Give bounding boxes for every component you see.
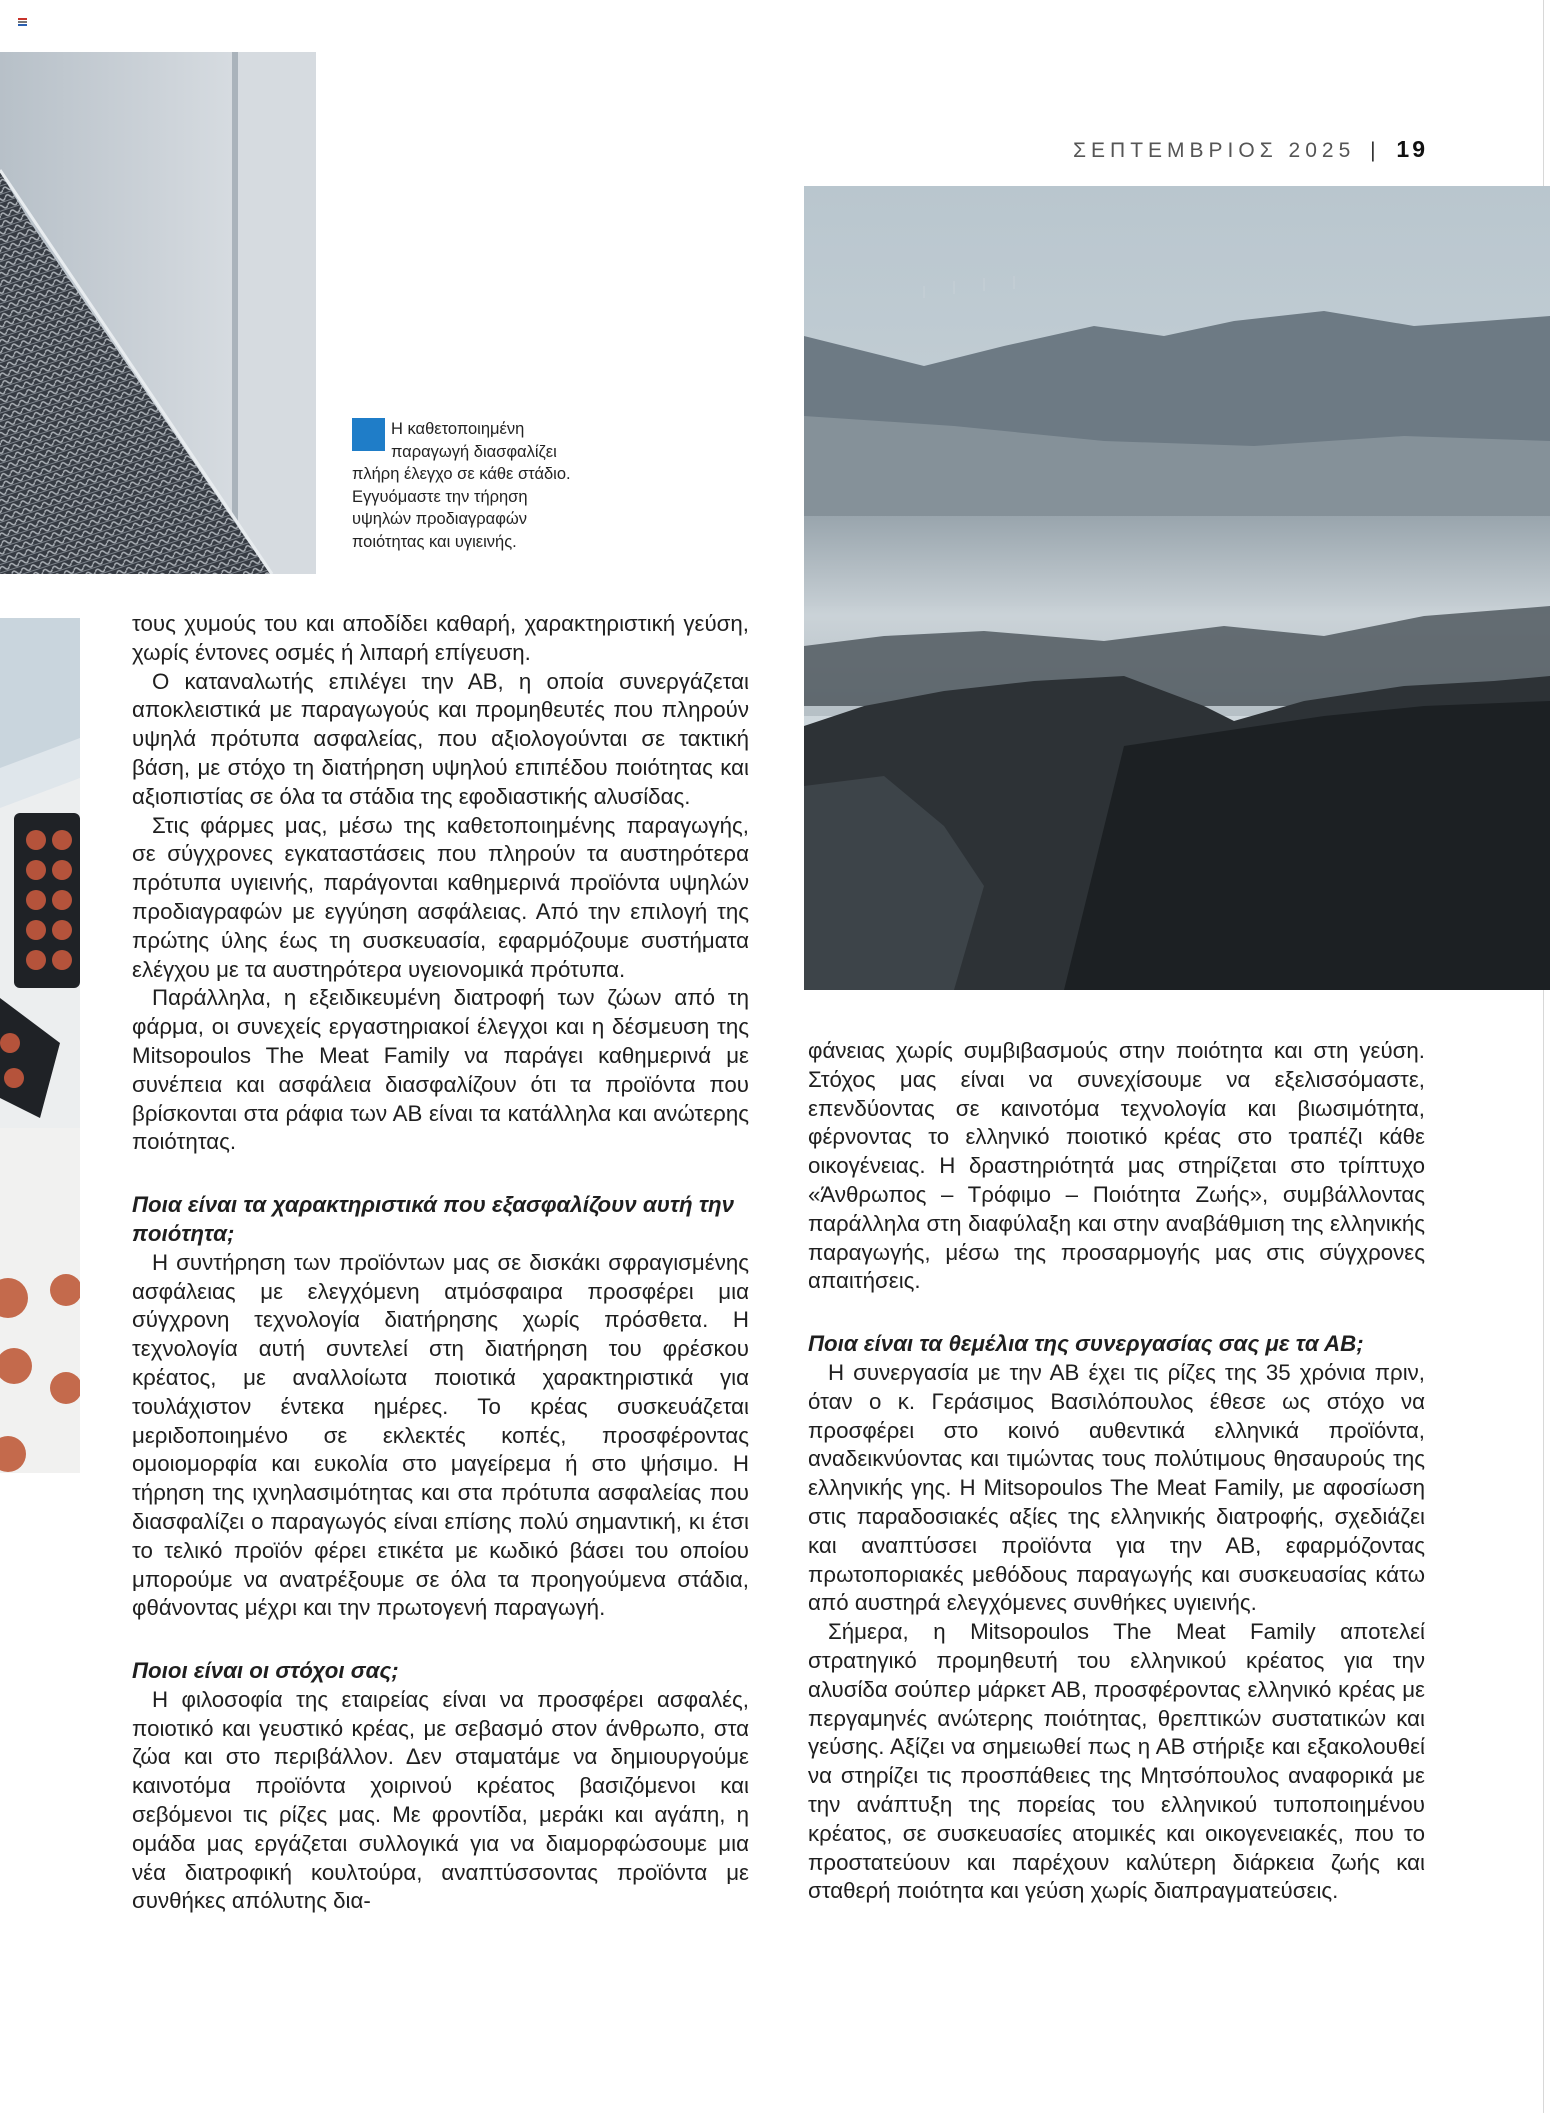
menu-glyph-icon bbox=[18, 18, 27, 25]
paragraph: Η συντήρηση των προϊόντων μας σε δισκάκι σφραγισμένης ασφάλειας με ελεγχόμενη ατμόσφαιρα προσφέρει μια σύγχρονη τεχνολογία διατήρησης χωρίς πρόσθετα. Η τεχνολογία αυτή συντελεί στη διατήρηση του φρέσκου κρέατος, με αναλλοίωτα ποιοτικά χαρακτηριστικά για τουλάχιστον έντεκα ημέρες. Το κρέας συσκευάζεται μεριδοποιημένο σε εκλεκτές κοπές, προσφέροντας ομοιομορφία και ευκολία στο μαγείρεμα ή στο ψήσιμο. Η τήρηση της ιχνηλασιμότητας και στα πρότυπα ασφαλείας που διασφαλίζει ο παραγωγός είναι επίσης πολύ σημαντική, κι έτσι το τελικό προϊόν φέρει ετικέτα με κωδικό βάσει του οποίου μπορούμε να ανατρέξουμε σε όλα τα προηγούμενα στάδια, φθάνοντας μέχρι και την πρωτογενή παραγωγή. bbox=[132, 1249, 749, 1621]
paragraph: Σήμερα, η Mitsopoulos The Meat Family αποτελεί στρατηγικό προμηθευτή του ελληνικού κρέατος για την αλυσίδα σούπερ μάρκετ ΑΒ, προσφέροντας ελληνικό κρέας με περγαμηνές ανώτερης ποιότητας, θρεπτικών συστατικών και γεύσης. Αξίζει να σημειωθεί πως η ΑΒ στήριξε και εξακολουθεί να στηρίζει τις προσπάθειες της Μητσόπουλος αναφορικά με την ανάπτυξη της πορείας του ελληνικού τυποποιημένου κρέατος, σε συσκευασίες ατομικές και οικογενειακές, που το προστατεύουν και παρέχουν καλύτερη διάρκεια ζωής και σταθερή ποιότητα και γεύση χωρίς διαπραγματεύσεις. bbox=[808, 1619, 1425, 1904]
article-column-right bbox=[808, 1037, 1425, 1906]
page-number: 19 bbox=[1396, 136, 1428, 162]
interview-question: Ποια είναι τα θεμέλια της συνεργασίας σας με τα ΑΒ; bbox=[808, 1331, 1364, 1357]
photo-caption bbox=[352, 418, 577, 553]
caption-marker-square bbox=[352, 418, 385, 451]
paragraph: Ο καταναλωτής επιλέγει την ΑΒ, η οποία συνεργάζεται αποκλειστικά με παραγωγούς και προμηθευτές που πληρούν υψηλά πρότυπα ασφαλείας, που αξιολογούνται σε τακτική βάση, με στόχο τη διατήρηση υψηλού επιπέδου ποιότητας και αξιοπιστίας σε όλα τα στάδια της εφοδιαστικής αλυσίδας. bbox=[132, 668, 749, 809]
issue-date: ΣΕΠΤΕΜΒΡΙΟΣ 2025 bbox=[1073, 139, 1356, 162]
interview-question: Ποια είναι τα χαρακτηριστικά που εξασφαλίζουν αυτή την ποιότητα; bbox=[132, 1192, 734, 1246]
article-column-left bbox=[132, 610, 749, 1916]
paragraph: Η συνεργασία με την ΑΒ έχει τις ρίζες της 35 χρόνια πριν, όταν ο κ. Γεράσιμος Βασιλόπουλος έθεσε ως στόχο να προσφέρει στο κοινό αυθεντικά ελληνικά προϊόντα, αναδεικνύοντας και τιμώντας τους πολύτιμους θησαυρούς της ελληνικής γης. Η Mitsopoulos The Meat Family, με αφοσίωση στις παραδοσιακές αξίες της ελληνικής διατροφής, σχεδιάζει και αναπτύσσει προϊόντα για την ΑΒ, εφαρμόζοντας πρωτοποριακές μεθόδους παραγωγής και συσκευασίας κάτω από αυστηρά ελεγχόμενες συνθήκες υγιεινής. bbox=[808, 1359, 1425, 1616]
paragraph: τους χυμούς του και αποδίδει καθαρή, χαρακτηριστική γεύση, χωρίς έντονες οσμές ή λιπαρή επίγευση. bbox=[132, 611, 749, 665]
header-separator: | bbox=[1370, 139, 1376, 162]
meat-products-photo bbox=[0, 618, 80, 1473]
mountain-landscape-photo bbox=[804, 186, 1550, 990]
conveyor-belt-photo bbox=[0, 52, 316, 574]
caption-text: Η καθετοποιημένη παραγωγή διασφαλίζει πλήρη έλεγχο σε κάθε στάδιο. Εγγυόμαστε την τήρηση υψηλών προδιαγραφών ποιότητας και υγιεινής. bbox=[352, 420, 571, 551]
paragraph: Παράλληλα, η εξειδικευμένη διατροφή των ζώων από τη φάρμα, οι συνεχείς εργαστηριακοί έλεγχοι και η δέσμευση της Mitsopoulos The Meat Family να παράγει καθημερινά με συνέπεια και ασφάλεια διασφαλίζουν ότι τα προϊόντα που βρίσκονται στα ράφια των ΑΒ είναι τα κατάλληλα και ανώτερης ποιότητας. bbox=[132, 985, 749, 1155]
paragraph: φάνειας χωρίς συμβιβασμούς στην ποιότητα και στη γεύση. Στόχος μας είναι να συνεχίσουμε να εξελισσόμαστε, επενδύοντας σε καινοτόμα τεχνολογία και βιωσιμότητα, φέρνοντας το ελληνικό ποιοτικό κρέας στο τραπέζι κάθε οικογένειας. Η δραστηριότητά μας στηρίζεται στο τρίπτυχο «Άνθρωπος – Τρόφιμο – Ποιότητα Ζωής», συμβάλλοντας παράλληλα στη διαφύλαξη και στην αναβάθμιση της ελληνικής παραγωγής, μέσω της προσαρμογής μας στις σύγχρονες απαιτήσεις. bbox=[808, 1038, 1425, 1294]
paragraph: Στις φάρμες μας, μέσω της καθετοποιημένης παραγωγής, σε σύγχρονες εγκαταστάσεις που πληρούν τα αυστηρότερα πρότυπα υγιεινής, παράγονται καθημερινά προϊόντα υψηλών προδιαγραφών με εγγύηση ασφάλειας. Από την επιλογή της πρώτης ύλης έως τη συσκευασία, εφαρμόζουμε συστήματα ελέγχου με τα αυστηρότερα υγειονομικά πρότυπα. bbox=[132, 812, 749, 982]
page-header bbox=[1073, 136, 1428, 163]
interview-question: Ποιοι είναι οι στόχοι σας; bbox=[132, 1658, 399, 1684]
paragraph: Η φιλοσοφία της εταιρείας είναι να προσφέρει ασφαλές, ποιοτικό και γευστικό κρέας, με σεβασμό στον άνθρωπο, στα ζώα και στο περιβάλλον. Δεν σταματάμε να δημιουργούμε καινοτόμα προϊόντα χοιρινού κρέατος βασιζόμενοι και σεβόμενοι τις ρίζες μας. Με φροντίδα, μεράκι και αγάπη, η ομάδα μας εργάζεται συλλογικά για να διαμορφώσουμε μια νέα διατροφική κουλτούρα, αναπτύσσοντας προϊόντα με συνθήκες απόλυτης δια- bbox=[132, 1686, 749, 1914]
